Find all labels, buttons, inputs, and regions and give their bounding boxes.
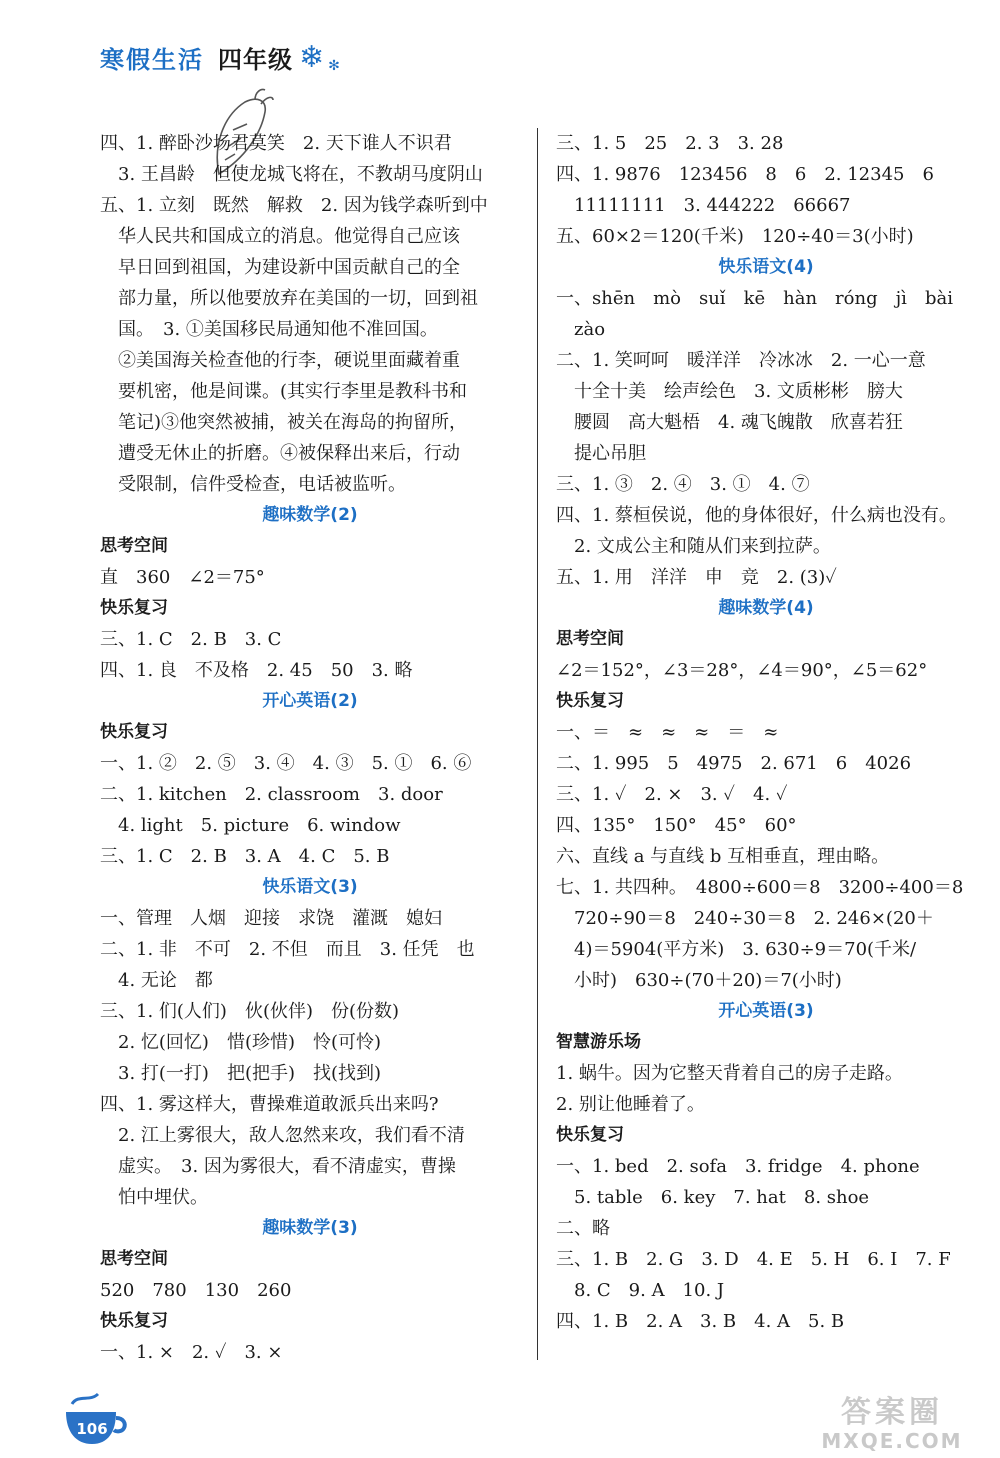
book-title: 寒假生活	[100, 45, 204, 74]
answer-line: 5. table 6. key 7. hat 8. shoe	[556, 1187, 870, 1208]
answer-line: 一、＝ ≈ ≈ ≈ ＝ ≈	[556, 722, 779, 743]
section-heading: 开心英语(3)	[718, 1001, 814, 1021]
section-heading: 趣味数学(4)	[718, 598, 814, 618]
snowflake-icon: ❄	[299, 39, 327, 75]
page-number: 106	[76, 1420, 108, 1438]
answer-line: 二、1. 995 5 4975 2. 671 6 4026	[556, 753, 912, 774]
answer-line: 五、1. 立刻 既然 解救 2. 因为钱学森听到中	[100, 195, 488, 216]
answer-line: 四、1. 9876 123456 8 6 2. 12345 6	[556, 164, 934, 185]
answer-line: 受限制，信件受检查，电话被监听。	[100, 474, 406, 495]
answer-line: 二、1. 笑呵呵 暖洋洋 冷冰冰 2. 一心一意	[556, 350, 926, 371]
teacup-icon	[58, 1388, 128, 1448]
right-column	[556, 128, 976, 1337]
answer-line: 十全十美 绘声绘色 3. 文质彬彬 膀大	[556, 381, 903, 402]
section-heading: 开心英语(2)	[262, 691, 358, 711]
answer-line: 四、1. 蔡桓侯说，他的身体很好，什么病也没有。	[556, 505, 957, 526]
answer-line: 虚实。 3. 因为雾很大，看不清虚实，曹操	[100, 1156, 456, 1177]
answer-line: 直 360 ∠2＝75°	[100, 567, 265, 588]
answer-line: 提心吊胆	[556, 443, 646, 464]
answer-line: 4. 无论 都	[100, 970, 213, 991]
subsection-heading: 快乐复习	[100, 598, 168, 618]
section-heading: 快乐语文(4)	[718, 257, 814, 277]
answer-line: 2. 江上雾很大，敌人忽然来攻，我们看不清	[100, 1125, 465, 1146]
answer-line: 3. 王昌龄 但使龙城飞将在，不教胡马度阴山	[100, 164, 483, 185]
answer-line: 四、1. 良 不及格 2. 45 50 3. 略	[100, 660, 413, 681]
answer-line: 三、1. C 2. B 3. C	[100, 629, 282, 650]
answer-line: ∠2＝152°，∠3＝28°，∠4＝90°，∠5＝62°	[556, 660, 928, 681]
subsection-heading: 思考空间	[556, 629, 624, 649]
watermark	[792, 1396, 992, 1456]
left-column	[100, 128, 520, 1368]
subsection-heading: 智慧游乐场	[556, 1032, 641, 1052]
answer-line: 三、1. ✓ 2. × 3. ✓ 4. ✓	[556, 784, 788, 805]
answer-line: 遭受无休止的折磨。④被保释出来后，行动	[100, 443, 460, 464]
answer-line: 一、1. bed 2. sofa 3. fridge 4. phone	[556, 1156, 920, 1177]
answer-line: 部力量，所以他要放弃在美国的一切，回到祖	[100, 288, 478, 309]
answer-line: 11111111 3. 444222 66667	[556, 195, 851, 216]
answer-line: 8. C 9. A 10. J	[556, 1280, 725, 1301]
answer-line: 七、1. 共四种。 4800÷600＝8 3200÷400＝8	[556, 877, 964, 898]
answer-line: 怕中埋伏。	[100, 1187, 208, 1208]
subsection-heading: 快乐复习	[100, 1311, 168, 1331]
answer-line: 2. 忆(回忆) 惜(珍惜) 怜(可怜)	[100, 1032, 382, 1053]
answer-line: 二、1. 非 不可 2. 不但 而且 3. 任凭 也	[100, 939, 475, 960]
answer-line: 六、直线 a 与直线 b 互相垂直，理由略。	[556, 846, 890, 867]
answer-line: 二、1. kitchen 2. classroom 3. door	[100, 784, 443, 805]
column-divider	[537, 128, 538, 1360]
subsection-heading: 快乐复习	[556, 691, 624, 711]
grade-label: 四年级	[218, 45, 293, 74]
answer-line: 三、1. B 2. G 3. D 4. E 5. H 6. I 7. F	[556, 1249, 951, 1270]
answer-line: 一、shēn mò suǐ kē hàn róng jì bài	[556, 288, 953, 309]
answer-line: 五、1. 用 洋洋 申 竞 2. (3)✓	[556, 567, 837, 588]
answer-line: 一、管理 人烟 迎接 求饶 灌溉 媳妇	[100, 908, 442, 929]
small-snowflake-icon: ✻	[328, 58, 342, 74]
answer-line: 3. 打(一打) 把(把手) 找(找到)	[100, 1063, 382, 1084]
answer-line: 三、1. 5 25 2. 3 3. 28	[556, 133, 784, 154]
answer-line: 华人民共和国成立的消息。他觉得自己应该	[100, 226, 460, 247]
answer-line: zào	[556, 319, 606, 340]
watermark-url: MXQE.COM	[821, 1429, 963, 1453]
answer-line: 四、1. 醉卧沙场君莫笑 2. 天下谁人不识君	[100, 133, 452, 154]
answer-line: 三、1. 们(人们) 伙(伙伴) 份(份数)	[100, 1001, 400, 1022]
answer-line: 小时) 630÷(70＋20)＝7(小时)	[556, 970, 842, 991]
answer-line: 520 780 130 260	[100, 1280, 292, 1301]
answer-line: 一、1. ② 2. ⑤ 3. ④ 4. ③ 5. ① 6. ⑥	[100, 753, 472, 774]
answer-line: 四、1. 雾这样大，曹操难道敢派兵出来吗?	[100, 1094, 439, 1115]
answer-line: 720÷90＝8 240÷30＝8 2. 246×(20＋	[556, 908, 934, 929]
section-heading: 趣味数学(3)	[262, 1218, 358, 1238]
answer-line: 三、1. C 2. B 3. A 4. C 5. B	[100, 846, 390, 867]
subsection-heading: 快乐复习	[556, 1125, 624, 1145]
answer-line: 五、60×2＝120(千米) 120÷40＝3(小时)	[556, 226, 914, 247]
answer-line: 要机密，他是间谍。(其实行李里是教科书和	[100, 381, 468, 402]
answer-line: 三、1. ③ 2. ④ 3. ① 4. ⑦	[556, 474, 810, 495]
page-header	[100, 40, 342, 74]
answer-line: 笔记)③他突然被捕，被关在海岛的拘留所，	[100, 412, 468, 433]
subsection-heading: 思考空间	[100, 1249, 168, 1269]
answer-line: 2. 文成公主和随从们来到拉萨。	[556, 536, 831, 557]
answer-line: 国。 3. ①美国移民局通知他不准回国。	[100, 319, 438, 340]
answer-line: ②美国海关检查他的行李，硬说里面藏着重	[100, 350, 460, 371]
answer-line: 早日回到祖国，为建设新中国贡献自己的全	[100, 257, 460, 278]
section-heading: 快乐语文(3)	[262, 877, 358, 897]
watermark-logo-text: 答案圈	[841, 1395, 943, 1430]
section-heading: 趣味数学(2)	[262, 505, 358, 525]
answer-line: 一、1. × 2. ✓ 3. ×	[100, 1342, 283, 1363]
answer-line: 1. 蜗牛。因为它整天背着自己的房子走路。	[556, 1063, 903, 1084]
answer-line: 二、略	[556, 1218, 610, 1239]
subsection-heading: 思考空间	[100, 536, 168, 556]
answer-line: 四、135° 150° 45° 60°	[556, 815, 797, 836]
answer-line: 2. 别让他睡着了。	[556, 1094, 705, 1115]
answer-line: 腰圆 高大魁梧 4. 魂飞魄散 欣喜若狂	[556, 412, 903, 433]
answer-line: 4. light 5. picture 6. window	[100, 815, 401, 836]
answer-line: 4)＝5904(平方米) 3. 630÷9＝70(千米/	[556, 939, 917, 960]
answer-line: 四、1. B 2. A 3. B 4. A 5. B	[556, 1311, 845, 1332]
subsection-heading: 快乐复习	[100, 722, 168, 742]
